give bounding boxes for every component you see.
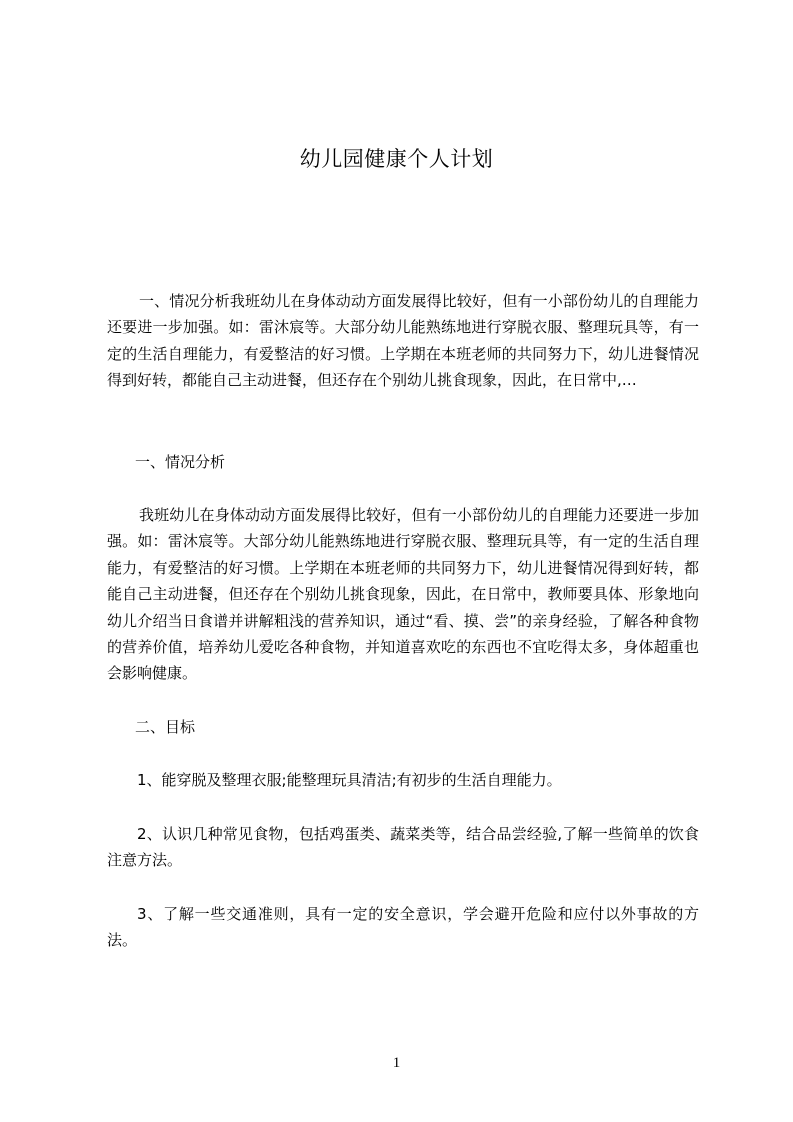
page-number: 1 [392,1055,401,1071]
section-heading-situation: 一、情况分析 [135,453,226,471]
document-title: 幼儿园健康个人计划 [299,147,494,171]
goal-item-1: 1、能穿脱及整理衣服;能整理玩具清洁;有初步的生活自理能力。 [137,771,562,789]
summary-paragraph: 一、情况分析我班幼儿在身体动动方面发展得比较好，但有一小部份幼儿的自理能力还要进一步加强。如：雷沐宸等。大部分幼儿能熟练地进行穿脱衣服、整理玩具等，有一定的生活自理能力，有爱整洁的好习惯。上学期在本班老师的共同努力下，幼儿进餐情况得到好转，都能自己主动进餐，但还存在个别幼儿挑食现象，因此，在日常中,… [107,292,699,390]
section-heading-goals: 二、目标 [135,718,196,736]
situation-paragraph: 我班幼儿在身体动动方面发展得比较好，但有一小部份幼儿的自理能力还要进一步加强。如：雷沐宸等。大部分幼儿能熟练地进行穿脱衣服、整理玩具等，有一定的生活自理能力，有爱整洁的好习惯。上学期在本班老师的共同努力下，幼儿进餐情况得到好转，都能自己主动进餐，但还存在个别幼儿挑食现象，因此，在日常中，教师要具体、形象地向幼儿介绍当日食谱并讲解粗浅的营养知识，通过“看、摸、尝”的亲身经验，了解各种食物的营养价值，培养幼儿爱吃各种食物，并知道喜欢吃的东西也不宜吃得太多，身体超重也会影响健康。 [107,506,699,683]
goal-item-3: 3、了解一些交通准则，具有一定的安全意识，学会避开危险和应付以外事故的方法。 [107,905,699,950]
goal-item-2: 2、认识几种常见食物，包括鸡蛋类、蔬菜类等，结合品尝经验,了解一些简单的饮食注意方法。 [107,825,699,870]
